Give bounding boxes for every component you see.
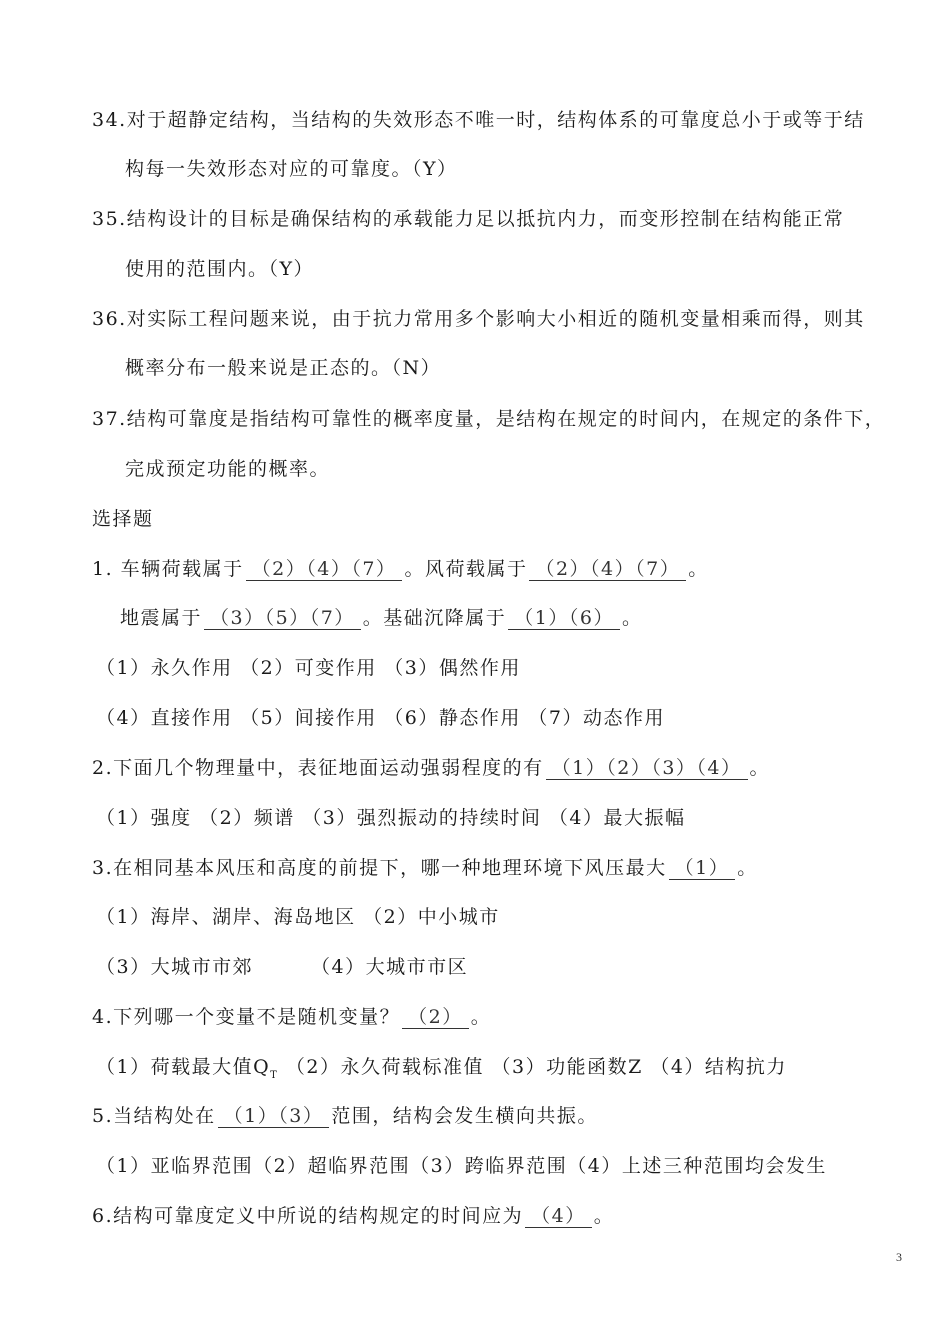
q3-option-4: （4）大城市市区 (311, 956, 469, 978)
q6-end: 。 (593, 1205, 615, 1227)
q3-option-2: （2）中小城市 (363, 906, 500, 928)
q3-stem: 3.在相同基本风压和高度的前提下，哪一种地理环境下风压最大 (92, 857, 667, 879)
choice-question-1-line1 (92, 556, 709, 582)
q3-options-line1 (96, 904, 500, 930)
q2-options: （1）强度 （2）频谱 （3）强烈振动的持续时间 （4）最大振幅 (96, 807, 686, 829)
q1-stem-b: 。风荷载属于 (404, 558, 528, 580)
choice-question-2 (92, 755, 770, 781)
q4-option-b: （2）永久荷载标准值 （3）功能函数Z （4）结构抗力 (278, 1056, 787, 1078)
q1-stem-c: 。 (688, 558, 709, 580)
q1-stem-f: 。 (621, 607, 643, 629)
q3-options-line2 (96, 954, 468, 980)
q4-option-subscript: T (270, 1069, 279, 1081)
choice-question-3 (92, 855, 758, 881)
q3-option-1: （1）海岸、湖岸、海岛地区 (96, 906, 356, 928)
q1-options-line2: （4）直接作用 （5）间接作用 （6）静态作用 （7）动态作用 (96, 707, 665, 729)
question-36-line2: 概率分布一般来说是正态的。（N） (125, 357, 442, 379)
q5-stem: 5.当结构处在 (92, 1105, 216, 1127)
q1-stem-d: 地震属于 (120, 607, 203, 629)
q5-options: （1）亚临界范围（2）超临界范围（3）跨临界范围（4）上述三种范围均会发生 (96, 1155, 827, 1177)
q6-stem: 6.结构可靠度定义中所说的结构规定的时间应为 (92, 1205, 524, 1227)
q4-option-a: （1）荷载最大值Q (96, 1056, 271, 1078)
question-37-line1: 37.结构可靠度是指结构可靠性的概率度量，是结构在规定的时间内，在规定的条件下， (92, 408, 886, 430)
choice-question-6 (92, 1203, 614, 1229)
q5-end: 范围，结构会发生横向共振。 (331, 1105, 598, 1127)
choice-question-1-line2 (120, 605, 643, 631)
question-34-line1: 34.对于超静定结构，当结构的失效形态不唯一时，结构体系的可靠度总小于或等于结 (92, 109, 865, 131)
q4-answer: （2） (402, 1006, 469, 1029)
q4-options (96, 1054, 787, 1089)
q3-answer: （1） (669, 857, 736, 880)
page-number: 3 (896, 1250, 902, 1264)
q1-stem-e: 。基础沉降属于 (362, 607, 507, 629)
q5-answer: （1）（3） (218, 1105, 330, 1128)
q4-end: 。 (470, 1006, 492, 1028)
q2-stem: 2.下面几个物理量中，表征地面运动强弱程度的有 (92, 757, 544, 779)
question-37-line2: 完成预定功能的概率。 (125, 458, 331, 480)
question-35-line1: 35.结构设计的目标是确保结构的承载能力足以抵抗内力，而变形控制在结构能正常 (92, 208, 845, 230)
q3-option-3: （3）大城市市郊 (96, 956, 254, 978)
q2-end: 。 (749, 757, 771, 779)
choice-question-5 (92, 1103, 598, 1129)
q1-answer-a: （2）（4）（7） (246, 558, 403, 581)
q3-end: 。 (737, 857, 758, 879)
question-34-line2: 构每一失效形态对应的可靠度。（Y） (125, 158, 458, 180)
q1-answer-b: （2）（4）（7） (529, 558, 686, 581)
q1-answer-e: （1）（6） (508, 607, 620, 630)
choice-question-4 (92, 1004, 491, 1030)
q4-stem: 4.下列哪一个变量不是随机变量？ (92, 1006, 401, 1028)
q6-answer: （4） (525, 1205, 592, 1228)
q2-answer: （1）（2）（3）（4） (546, 757, 748, 780)
q1-stem-a: 1. 车辆荷载属于 (92, 558, 244, 580)
section-title: 选择题 (92, 508, 154, 530)
question-35-line2: 使用的范围内。（Y） (125, 258, 315, 280)
q1-answer-d: （3）（5）（7） (204, 607, 361, 630)
question-36-line1: 36.对实际工程问题来说，由于抗力常用多个影响大小相近的随机变量相乘而得，则其 (92, 308, 865, 330)
q1-options-line1: （1）永久作用 （2）可变作用 （3）偶然作用 (96, 657, 521, 679)
